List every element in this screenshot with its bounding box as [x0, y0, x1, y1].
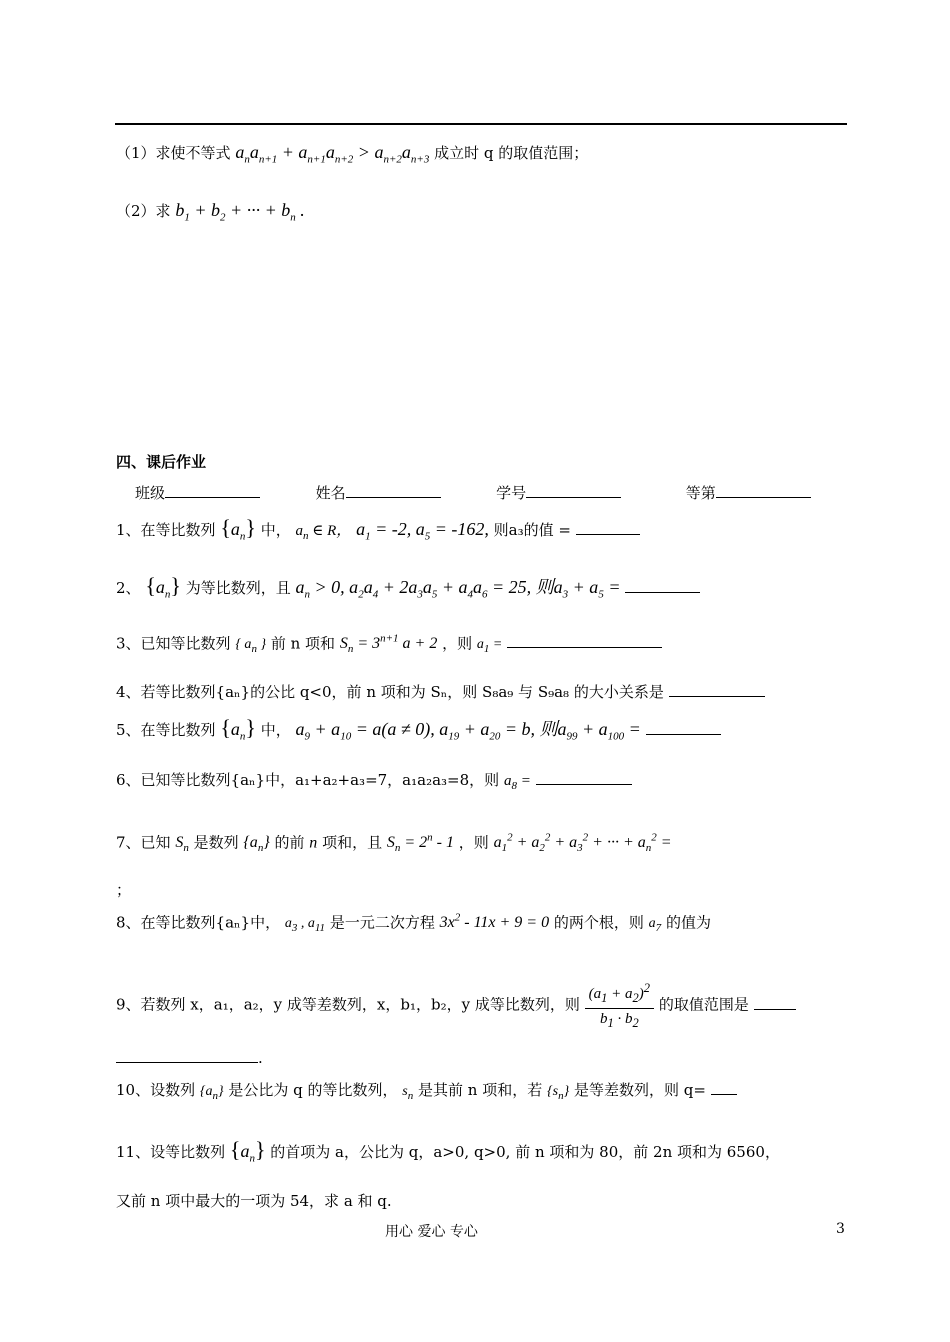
question-10-text: 10、设数列	[116, 1081, 196, 1099]
sequence-an: $\{a_n\}$	[220, 715, 256, 743]
sn-symbol: $S_n$	[175, 834, 189, 855]
question-2-mid: 为等比数列，且	[185, 579, 291, 597]
condition-formula: $a_n > 0$, $a_2a_4 + 2a_3a_5 + a_4a_6 = 25$, 则$a_3 + a_5$ =	[295, 577, 621, 601]
question-5	[116, 715, 721, 747]
question-3-text: 3、已知等比数列	[116, 634, 231, 653]
fraction-numerator: $(a_1 + a_2)^2$	[585, 978, 654, 1009]
question-10	[116, 1078, 737, 1106]
question-8-mid: 是一元二次方程	[329, 913, 435, 932]
sub-question-2	[116, 200, 305, 228]
sn-symbol: $s_n$	[402, 1084, 414, 1102]
sub-question-1	[116, 142, 588, 170]
sub-question-1-label: （1）求使不等式	[116, 144, 231, 162]
info-row	[135, 481, 811, 503]
question-8-tail: 的值为	[665, 913, 711, 932]
answer-blank-9	[754, 993, 796, 1010]
question-7-mid2: 的前	[274, 833, 305, 852]
answer-blank-6	[536, 768, 632, 785]
fraction-denominator: $b_1 \cdot b_2$	[599, 1011, 639, 1030]
sequence-an: $\{a_n\}$	[199, 1084, 224, 1102]
question-1-mid: 中，	[260, 521, 291, 539]
question-5-mid: 中，	[260, 721, 291, 739]
question-6-text: 6、已知等比数列{aₙ}中，a₁+a₂+a₃=7，a₁a₂a₃=8，则	[116, 771, 500, 789]
sequence-sn: $\{s_n\}$	[547, 1084, 570, 1102]
page-number: 3	[836, 1221, 845, 1237]
roots-symbols: $a_3$ , $a_{11}$	[284, 916, 326, 935]
question-3-mid: 前 n 项和	[270, 634, 336, 653]
answer-blank-2	[625, 576, 700, 593]
grade-label: 等第	[685, 484, 716, 502]
number-blank	[526, 481, 621, 498]
squares-sum-formula: $a_1^2 + a_2^2 + a_3^2$ + ··· + $a_n^2$ =	[493, 832, 672, 855]
answer-blank-1	[576, 518, 640, 535]
question-10-tail: 是等差数列，则 q=	[573, 1081, 706, 1099]
question-11	[116, 1137, 780, 1169]
footer-slogan: 用心 爱心 专心	[385, 1224, 478, 1240]
sub-question-1-tail: 成立时 q 的取值范围；	[434, 144, 589, 162]
condition-formula: $a_9 + a_{10} = a(a \ne 0)$, $a_{19} + a_{20} = b$, 则$a_{99} + a_{100}$ =	[295, 719, 641, 743]
question-9	[116, 978, 796, 1033]
question-7-mid3: 项和，且	[322, 833, 383, 852]
a8-symbol: $a_8$ =	[503, 773, 531, 792]
question-11-text: 11、设等比数列	[116, 1143, 226, 1161]
question-9-text: 9、若数列 x，a₁，a₂，y 成等差数列，x，b₁，b₂，y 成等比数列，则	[116, 995, 580, 1014]
question-9-end: .	[258, 1049, 263, 1067]
question-4-text: 4、若等比数列{aₙ}的公比 q<0，前 n 项和为 Sₙ，则 S₈a₉ 与 S₉a₈ 的大小关系是	[116, 683, 664, 701]
answer-blank-10	[711, 1078, 737, 1095]
name-label: 姓名	[315, 484, 346, 502]
sub-question-2-label: （2）求	[116, 202, 171, 220]
question-11-line2: 又前 n 项中最大的一项为 54，求 a 和 q.	[116, 1192, 392, 1210]
inequality-formula: $a_na_{n+1} + a_{n+1}a_{n+2} > a_{n+2}a_{n+3}$	[235, 142, 430, 166]
answer-blank-5	[646, 718, 721, 735]
answer-blank-3	[507, 631, 662, 648]
a7-symbol: $a_7$	[648, 916, 662, 935]
answer-blank-4	[669, 680, 765, 697]
question-7	[116, 828, 672, 859]
question-9-tail: 的取值范围是	[658, 995, 749, 1014]
sequence-an: { $a_n$ }	[235, 637, 267, 656]
question-10-mid2: 是其前 n 项和，若	[418, 1081, 543, 1099]
question-8	[116, 908, 711, 938]
question-3	[116, 629, 662, 660]
question-4	[116, 680, 765, 702]
grade-blank	[716, 481, 811, 498]
question-7-mid4: ，则	[458, 833, 489, 852]
question-1	[116, 515, 640, 547]
a1-symbol: $a_1$ =	[476, 637, 503, 656]
question-8-mid2: 的两个根，则	[553, 913, 644, 932]
sum-formula: $S_n = 2^n - 1$	[386, 832, 454, 855]
sum-formula: $S_n = 3^{n+1}$ a + 2	[339, 633, 438, 656]
question-7-text: 7、已知	[116, 833, 171, 852]
question-8-text: 8、在等比数列{aₙ}中，	[116, 913, 281, 932]
question-2	[116, 573, 700, 605]
sequence-an: $\{a_n\}$	[145, 573, 181, 601]
question-6	[116, 768, 632, 796]
real-condition: $a_n$ ∈ R，	[295, 523, 352, 542]
quadratic-equation: $3x^2 - 11x + 9 = 0$	[439, 912, 550, 932]
sequence-an: $\{a_n\}$	[243, 834, 270, 855]
question-1-text: 1、在等比数列	[116, 521, 216, 539]
number-label: 学号	[496, 484, 527, 502]
question-2-text: 2、	[116, 579, 141, 597]
answer-blank-9b	[116, 1046, 258, 1063]
question-9-continuation	[116, 1046, 263, 1068]
question-11-tail: 的首项为 a，公比为 q，a>0, q>0, 前 n 项和为 80，前 2n 项和为 6560，	[270, 1143, 780, 1161]
question-7-mid1: 是数列	[193, 833, 239, 852]
sequence-an: $\{a_n\}$	[220, 515, 256, 543]
class-label: 班级	[135, 484, 166, 502]
sequence-an: $\{a_n\}$	[229, 1137, 266, 1165]
question-3-tail: ，则	[442, 634, 473, 653]
question-1-tail: 则a₃的值 =	[493, 521, 571, 539]
class-blank	[165, 481, 260, 498]
given-values: $a_1 = -2$, $a_5 = -162$,	[356, 519, 489, 543]
top-rule	[115, 123, 847, 125]
name-blank	[346, 481, 441, 498]
n-symbol: n	[309, 834, 318, 852]
question-5-text: 5、在等比数列	[116, 721, 216, 739]
question-10-mid: 是公比为 q 的等比数列，	[228, 1081, 398, 1099]
ratio-fraction	[585, 978, 654, 1033]
sum-formula: $b_1 + b_2$ + ··· + $b_n$ .	[175, 200, 305, 224]
question-7-end: ；	[116, 881, 132, 899]
section-title: 四、课后作业	[116, 453, 207, 471]
